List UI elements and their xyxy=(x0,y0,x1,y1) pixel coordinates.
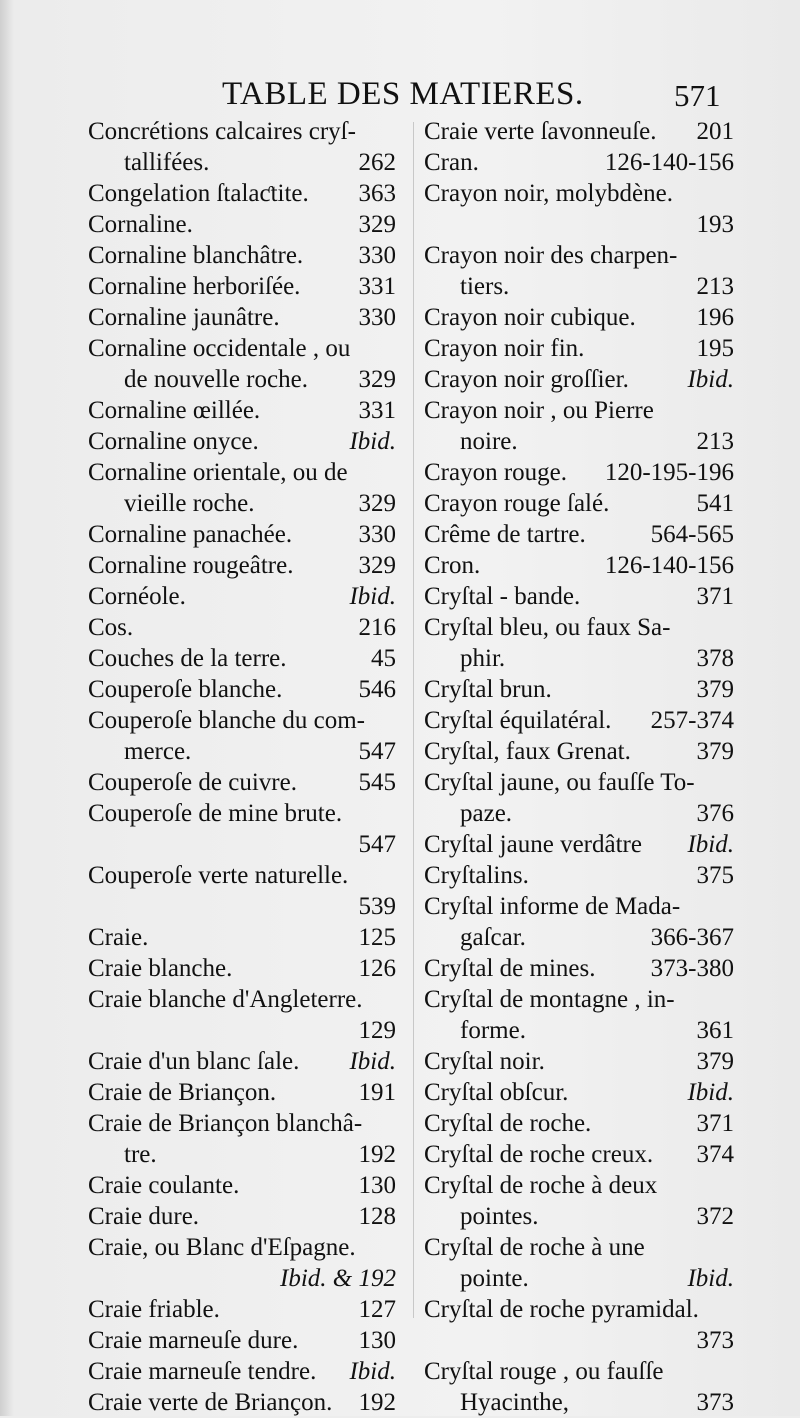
index-line xyxy=(424,984,734,1015)
index-entry-page: 130 xyxy=(358,1172,396,1199)
index-entry-page: 127 xyxy=(358,1296,396,1323)
index-entry-page: 539 xyxy=(358,893,396,920)
index-entry-text: tiers. xyxy=(460,273,510,300)
index-line xyxy=(424,1294,734,1325)
index-line xyxy=(88,1170,396,1201)
index-line xyxy=(88,1139,396,1170)
index-entry-text: Cryſtal de roche creux. xyxy=(424,1141,654,1168)
index-entry-page: 376 xyxy=(696,800,734,827)
index-entry-page: 547 xyxy=(358,831,396,858)
index-entry-page: 331 xyxy=(358,273,396,300)
index-entry-text: Crayon noir fin. xyxy=(424,335,585,362)
index-entry-text: Cryſtal, faux Grenat. xyxy=(424,738,631,765)
index-entry-text: Crayon noir groſſier. xyxy=(424,366,629,393)
index-line xyxy=(424,767,734,798)
index-entry-text: Cornaline jaunâtre. xyxy=(88,304,280,331)
index-entry-text: Craie verte de Briançon. xyxy=(88,1389,333,1416)
index-entry-page: 547 xyxy=(358,738,396,765)
index-line xyxy=(88,922,396,953)
index-line xyxy=(88,457,396,488)
index-entry-text: Cornaline occidentale , ou xyxy=(88,335,351,362)
index-line xyxy=(88,674,396,705)
index-entry-text: Couperoſe verte naturelle. xyxy=(88,862,349,889)
index-entry-text: Cryſtal de roche pyramidal. xyxy=(424,1296,699,1323)
index-line xyxy=(88,209,396,240)
index-entry-text: Craie marneuſe dure. xyxy=(88,1327,299,1354)
index-entry-text: Craie blanche d'Angleterre. xyxy=(88,986,363,1013)
index-line xyxy=(424,798,734,829)
index-entry-page: 201 xyxy=(696,118,734,145)
index-line xyxy=(424,488,734,519)
index-entry-text: Cryſtal jaune verdâtre xyxy=(424,831,642,858)
index-entry-text: Cornaline orientale, ou de xyxy=(88,459,348,486)
index-entry-text: Cryſtal de roche à une xyxy=(424,1234,645,1261)
index-entry-page: 329 xyxy=(358,366,396,393)
index-entry-page: Ibid. xyxy=(349,428,396,455)
index-line xyxy=(88,1387,396,1418)
index-entry-page: Ibid. xyxy=(349,583,396,610)
index-entry-text: Crayon rouge. xyxy=(424,459,568,486)
index-line xyxy=(88,1356,396,1387)
index-entry-text: Cryſtalins. xyxy=(424,862,529,889)
index-entry-page: 373 xyxy=(696,1327,734,1354)
index-entry-text: Craie friable. xyxy=(88,1296,220,1323)
index-entry-page: 125 xyxy=(358,924,396,951)
index-entry-text: Cornaline panachée. xyxy=(88,521,293,548)
index-entry-page: 363 xyxy=(358,180,396,207)
index-column-left xyxy=(88,116,396,1418)
index-entry-text: tallifées. xyxy=(124,149,210,176)
index-entry-page: 373 xyxy=(696,1389,734,1416)
index-entry-text: Cornéole. xyxy=(88,583,186,610)
index-entry-text: Craie, ou Blanc d'Eſpagne. xyxy=(88,1234,356,1261)
index-entry-page: 213 xyxy=(696,428,734,455)
index-entry-page: 371 xyxy=(696,1110,734,1137)
index-entry-text: merce. xyxy=(124,738,192,765)
index-line xyxy=(88,240,396,271)
index-entry-page: Ibid. xyxy=(349,1358,396,1385)
index-entry-text: Congelation ſtalaƈtite. xyxy=(88,180,309,207)
index-entry-text: Craie de Briançon. xyxy=(88,1079,277,1106)
index-entry-text: Crême de tartre. xyxy=(424,521,586,548)
index-entry-page: 126-140-156 xyxy=(604,149,734,176)
index-line xyxy=(424,364,734,395)
index-line xyxy=(424,426,734,457)
index-entry-text: Cryſtal noir. xyxy=(424,1048,545,1075)
page-header xyxy=(0,76,800,118)
index-entry-page: Ibid. xyxy=(687,1079,734,1106)
index-entry-text: Cornaline herboriſée. xyxy=(88,273,301,300)
index-entry-page: 126 xyxy=(358,955,396,982)
index-entry-text: Crayon noir , ou Pierre xyxy=(424,397,654,424)
index-entry-text: Cornaline onyce. xyxy=(88,428,259,455)
index-entry-page: 45 xyxy=(371,645,396,672)
index-entry-text: pointes. xyxy=(460,1203,539,1230)
index-entry-text: Cornaline. xyxy=(88,211,193,238)
index-entry-text: Cryſtal jaune, ou fauſſe To- xyxy=(424,769,695,796)
index-entry-text: Craie coulante. xyxy=(88,1172,240,1199)
index-line xyxy=(424,116,734,147)
index-entry-page: 541 xyxy=(696,490,734,517)
index-entry-text: Cryſtal de roche. xyxy=(424,1110,592,1137)
index-line xyxy=(88,798,396,829)
index-line xyxy=(424,1046,734,1077)
index-line xyxy=(88,395,396,426)
index-line xyxy=(424,457,734,488)
index-entry-page: 329 xyxy=(358,490,396,517)
index-line xyxy=(88,426,396,457)
index-entry-page: 191 xyxy=(358,1079,396,1106)
index-line xyxy=(424,1170,734,1201)
index-entry-text: forme. xyxy=(460,1017,526,1044)
index-column-right xyxy=(424,116,734,1418)
index-line xyxy=(424,1108,734,1139)
index-entry-text: Cryſtal informe de Mada- xyxy=(424,893,681,920)
index-line xyxy=(88,736,396,767)
index-line xyxy=(88,1232,396,1263)
index-line xyxy=(424,1263,734,1294)
index-line xyxy=(424,860,734,891)
index-entry-text: Concrétions calcaires cryſ- xyxy=(88,118,356,145)
index-line xyxy=(88,364,396,395)
index-line xyxy=(424,1387,734,1418)
index-line xyxy=(424,395,734,426)
index-entry-page: 329 xyxy=(358,211,396,238)
index-entry-page: 375 xyxy=(696,862,734,889)
index-line xyxy=(88,333,396,364)
index-entry-text: Cos. xyxy=(88,614,134,641)
index-line xyxy=(424,612,734,643)
column-divider xyxy=(413,122,414,1318)
index-entry-text: Couperoſe blanche du com- xyxy=(88,707,365,734)
index-line xyxy=(424,550,734,581)
index-entry-text: Craie marneuſe tendre. xyxy=(88,1358,317,1385)
index-entry-page: 546 xyxy=(358,676,396,703)
index-entry-text: tre. xyxy=(124,1141,157,1168)
index-line xyxy=(424,1139,734,1170)
index-entry-page: 195 xyxy=(696,335,734,362)
index-entry-text: Craie de Briançon blanchâ- xyxy=(88,1110,363,1137)
index-line xyxy=(88,953,396,984)
index-line xyxy=(88,1046,396,1077)
index-entry-text: Cornaline rougeâtre. xyxy=(88,552,294,579)
index-line xyxy=(88,1325,396,1356)
index-entry-text: paze. xyxy=(460,800,513,827)
index-entry-text: Cornaline blanchâtre. xyxy=(88,242,304,269)
page-title: TABLE DES MATIERES. xyxy=(222,76,584,112)
index-line xyxy=(88,271,396,302)
index-entry-page: 128 xyxy=(358,1203,396,1230)
index-entry-text: Cryſtal rouge , ou fauſſe xyxy=(424,1358,664,1385)
index-entry-page: 545 xyxy=(358,769,396,796)
index-entry-text: Cryſtal brun. xyxy=(424,676,552,703)
index-entry-page: 378 xyxy=(696,645,734,672)
index-line xyxy=(88,1108,396,1139)
index-line xyxy=(424,643,734,674)
index-line xyxy=(88,519,396,550)
index-line xyxy=(424,1356,734,1387)
index-entry-text: Cron. xyxy=(424,552,481,579)
index-entry-text: Cran. xyxy=(424,149,479,176)
index-entry-page: 216 xyxy=(358,614,396,641)
index-line xyxy=(88,147,396,178)
index-entry-text: Craie d'un blanc ſale. xyxy=(88,1048,300,1075)
index-line xyxy=(424,581,734,612)
index-line xyxy=(88,581,396,612)
index-line xyxy=(88,1015,396,1046)
index-line xyxy=(424,209,734,240)
index-entry-page: 371 xyxy=(696,583,734,610)
index-line xyxy=(88,302,396,333)
index-entry-text: phir. xyxy=(460,645,506,672)
index-entry-text: Cryſtal - bande. xyxy=(424,583,581,610)
index-entry-text: gaſcar. xyxy=(460,924,526,951)
index-line xyxy=(424,333,734,364)
index-entry-text: Cornaline œillée. xyxy=(88,397,261,424)
index-entry-page: 361 xyxy=(696,1017,734,1044)
index-entry-page: 379 xyxy=(696,1048,734,1075)
index-line xyxy=(424,519,734,550)
index-entry-page: 129 xyxy=(358,1017,396,1044)
index-line xyxy=(424,891,734,922)
index-entry-text: Cryſtal obſcur. xyxy=(424,1079,569,1106)
index-entry-page: Ibid. xyxy=(687,366,734,393)
index-entry-text: noire. xyxy=(460,428,518,455)
index-line xyxy=(88,767,396,798)
index-entry-text: Crayon noir des charpen- xyxy=(424,242,678,269)
index-line xyxy=(88,984,396,1015)
page-number: 571 xyxy=(674,78,721,113)
index-entry-page: 564-565 xyxy=(650,521,734,548)
index-entry-page: 373-380 xyxy=(650,955,734,982)
index-line xyxy=(424,953,734,984)
index-entry-page: 329 xyxy=(358,552,396,579)
index-line xyxy=(88,612,396,643)
index-entry-page: 366-367 xyxy=(650,924,734,951)
index-line xyxy=(88,705,396,736)
index-entry-page: 193 xyxy=(696,211,734,238)
index-entry-text: Craie verte ſavonneuſe. xyxy=(424,118,657,145)
index-line xyxy=(424,271,734,302)
index-line xyxy=(424,736,734,767)
index-entry-page: Ibid. xyxy=(687,831,734,858)
index-line xyxy=(88,1077,396,1108)
index-entry-text: Cryſtal de roche à deux xyxy=(424,1172,658,1199)
index-line xyxy=(88,829,396,860)
index-entry-text: Hyacinthe, xyxy=(460,1389,569,1416)
index-line xyxy=(88,643,396,674)
index-line xyxy=(424,1201,734,1232)
index-line xyxy=(88,891,396,922)
index-line xyxy=(88,178,396,209)
index-line xyxy=(424,922,734,953)
index-line xyxy=(424,1325,734,1356)
index-line xyxy=(424,178,734,209)
index-line xyxy=(424,829,734,860)
index-entry-text: Crayon rouge ſalé. xyxy=(424,490,610,517)
index-entry-page: Ibid. xyxy=(687,1265,734,1292)
index-line xyxy=(88,860,396,891)
index-entry-text: Cryſtal de mines. xyxy=(424,955,596,982)
index-entry-text: Craie dure. xyxy=(88,1203,200,1230)
index-entry-text: de nouvelle roche. xyxy=(124,366,308,393)
index-entry-page: Ibid. & 192 xyxy=(280,1265,396,1292)
index-line xyxy=(88,1294,396,1325)
index-entry-page: 379 xyxy=(696,676,734,703)
index-entry-page: 330 xyxy=(358,304,396,331)
index-entry-page: 372 xyxy=(696,1203,734,1230)
index-entry-text: Craie blanche. xyxy=(88,955,233,982)
index-line xyxy=(424,302,734,333)
index-entry-page: 192 xyxy=(358,1389,396,1416)
index-line xyxy=(424,1077,734,1108)
index-entry-page: 120-195-196 xyxy=(604,459,734,486)
index-entry-text: pointe. xyxy=(460,1265,529,1292)
index-line xyxy=(424,1015,734,1046)
index-entry-page: 262 xyxy=(358,149,396,176)
index-line xyxy=(424,1232,734,1263)
index-entry-page: 374 xyxy=(696,1141,734,1168)
index-entry-text: Cryſtal bleu, ou faux Sa- xyxy=(424,614,671,641)
index-entry-text: Couperoſe de mine brute. xyxy=(88,800,343,827)
index-line xyxy=(88,1201,396,1232)
index-line xyxy=(88,116,396,147)
index-line xyxy=(88,488,396,519)
index-line xyxy=(88,1263,396,1294)
index-entry-page: 330 xyxy=(358,521,396,548)
index-entry-page: 213 xyxy=(696,273,734,300)
index-entry-text: Couperoſe blanche. xyxy=(88,676,283,703)
index-entry-page: 196 xyxy=(696,304,734,331)
index-entry-text: Couches de la terre. xyxy=(88,645,287,672)
index-entry-page: Ibid. xyxy=(349,1048,396,1075)
index-entry-page: 192 xyxy=(358,1141,396,1168)
index-line xyxy=(424,240,734,271)
index-line xyxy=(424,147,734,178)
index-entry-page: 331 xyxy=(358,397,396,424)
index-entry-page: 130 xyxy=(358,1327,396,1354)
index-entry-text: vieille roche. xyxy=(124,490,255,517)
index-entry-text: Cryſtal équilatéral. xyxy=(424,707,612,734)
index-entry-text: Couperoſe de cuivre. xyxy=(88,769,297,796)
index-line xyxy=(424,705,734,736)
index-entry-text: Cryſtal de montagne , in- xyxy=(424,986,675,1013)
index-entry-text: Craie. xyxy=(88,924,149,951)
index-entry-text: Crayon noir, molybdène. xyxy=(424,180,673,207)
index-entry-page: 379 xyxy=(696,738,734,765)
index-entry-text: Crayon noir cubique. xyxy=(424,304,636,331)
index-entry-page: 126-140-156 xyxy=(604,552,734,579)
index-entry-page: 330 xyxy=(358,242,396,269)
index-line xyxy=(88,550,396,581)
index-entry-page: 257-374 xyxy=(650,707,734,734)
index-line xyxy=(424,674,734,705)
